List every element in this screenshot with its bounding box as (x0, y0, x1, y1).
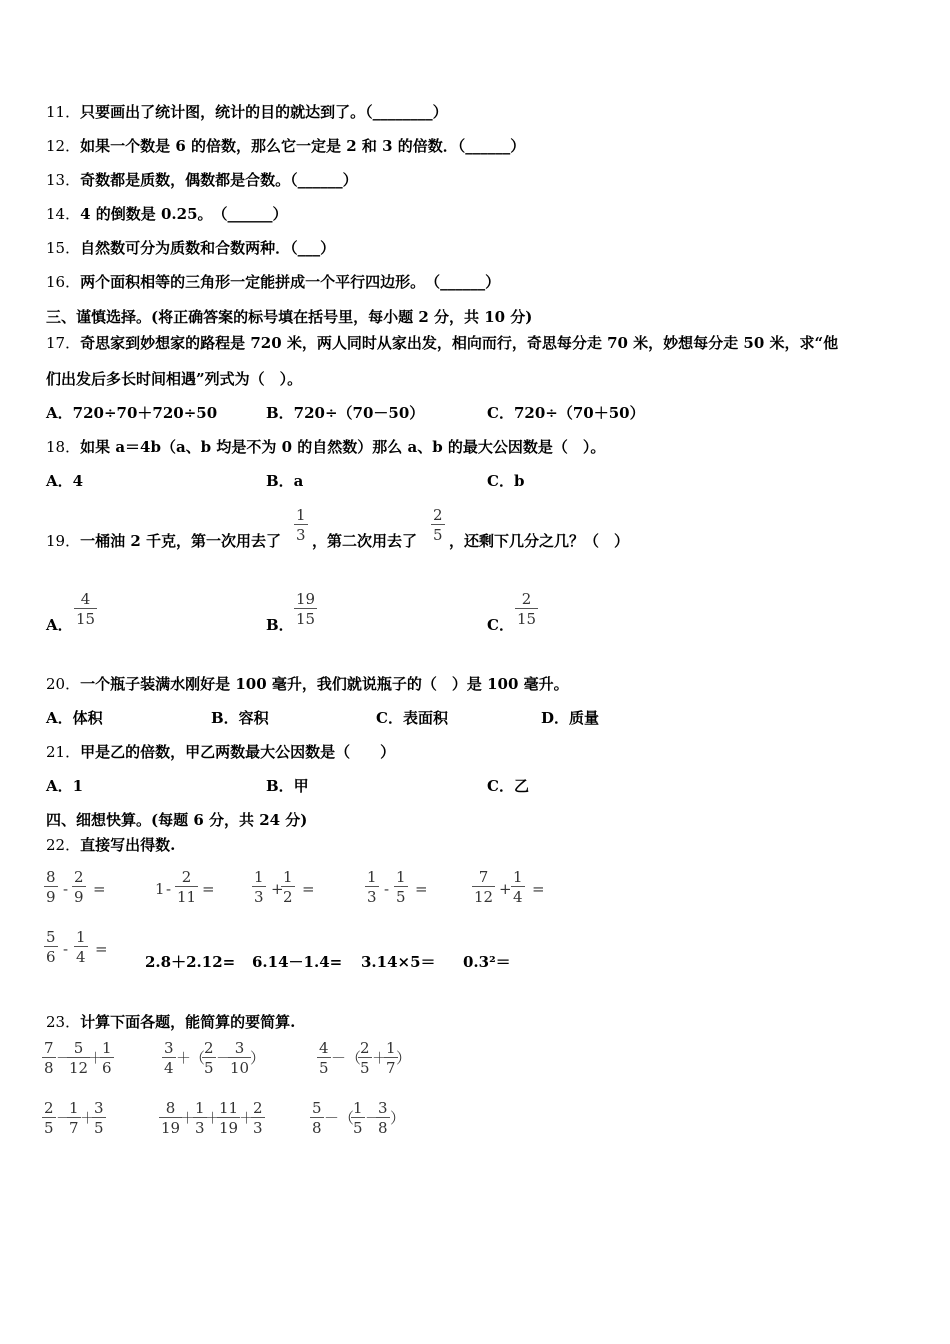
question-17: 17．奇思家到妙想家的路程是 720 米，两人同时从家出发，相向而行，奇思每分走 70 米，妙想每分走 50 米，求“他 (46, 334, 839, 352)
q22-decimal-4: 0.3²＝ (463, 953, 511, 971)
q21-option-a: A．1 (46, 777, 84, 795)
q22-eq: = (95, 940, 108, 958)
question-23: 23．计算下面各题，能简算的要简算. (46, 1013, 296, 1031)
q23-frac: $\frac{1}{6}$ (102, 1039, 112, 1077)
q23-frac: $\frac{5}{8}$ (312, 1099, 322, 1137)
q22-eq: = (202, 880, 215, 898)
q22-frac: $\frac{1}{4}$ (513, 868, 523, 906)
q19-option-a-fraction: $\frac{4}{15}$ (76, 590, 96, 628)
q19-option-c-fraction: $\frac{2}{15}$ (517, 590, 537, 628)
q19-option-b-fraction: $\frac{19}{15}$ (296, 590, 316, 628)
q21-option-b: B．甲 (266, 777, 309, 795)
q22-op: + (499, 880, 512, 898)
q23-paren: （ (190, 1049, 206, 1067)
q23-frac: $\frac{8}{19}$ (161, 1099, 181, 1137)
q19-fraction-2: $\frac{2}{5}$ (433, 506, 443, 544)
q20-option-a: A．体积 (46, 709, 103, 727)
q22-op: - (63, 880, 69, 898)
q22-frac: $\frac{8}{9}$ (46, 868, 56, 906)
question-13: 13．奇数都是质数，偶数都是合数。（______） (46, 171, 358, 189)
q22-op: - (166, 880, 172, 898)
q23-paren: ） (250, 1049, 266, 1067)
q23-frac: $\frac{1}{7}$ (386, 1039, 396, 1077)
q22-decimal-3: 3.14×5＝ (361, 953, 436, 971)
q23-frac: $\frac{1}{5}$ (353, 1099, 363, 1137)
q20-option-d: D．质量 (541, 709, 600, 727)
q22-eq: = (302, 880, 315, 898)
section-4-heading: 四、细想快算。(每题 6 分，共 24 分) (46, 811, 308, 829)
q22-op: + (271, 880, 284, 898)
q22-eq: = (93, 880, 106, 898)
q23-op: ＋ (88, 1049, 104, 1067)
question-15: 15．自然数可分为质数和合数两种．（___） (46, 239, 336, 257)
q23-frac: $\frac{2}{5}$ (44, 1099, 54, 1137)
q22-eq: = (415, 880, 428, 898)
q22-decimal-1: 2.8＋2.12= (145, 953, 236, 971)
q18-option-c: C．b (487, 472, 525, 490)
question-22: 22．直接写出得数. (46, 836, 176, 854)
question-20: 20．一个瓶子装满水刚好是 100 毫升，我们就说瓶子的（ ）是 100 毫升。 (46, 675, 569, 693)
q21-option-c: C．乙 (487, 777, 529, 795)
q22-one: 1 (155, 880, 165, 898)
q23-op: ＋ (180, 1109, 196, 1127)
q23-frac: $\frac{1}{3}$ (195, 1099, 205, 1137)
q23-op: ＋ (372, 1049, 388, 1067)
question-18: 18．如果 a＝4b（a、b 均是不为 0 的自然数）那么 a、b 的最大公因数是（ ）。 (46, 438, 606, 456)
q20-option-c: C．表面积 (376, 709, 448, 727)
q20-option-b: B．容积 (211, 709, 269, 727)
q23-frac: $\frac{3}{10}$ (230, 1039, 250, 1077)
q23-op: － (324, 1109, 340, 1127)
q22-op: - (63, 940, 69, 958)
q22-decimal-2: 6.14－1.4= (252, 953, 343, 971)
q23-op: － (365, 1109, 381, 1127)
q23-paren: （ (346, 1049, 362, 1067)
q23-op: ＋ (80, 1109, 96, 1127)
q18-option-a: A．4 (46, 472, 84, 490)
q23-paren: （ (339, 1109, 355, 1127)
q23-frac: $\frac{11}{19}$ (219, 1099, 239, 1137)
q19-fraction-1: $\frac{1}{3}$ (296, 506, 306, 544)
q19-option-c-label: C． (487, 616, 514, 634)
q22-frac: $\frac{7}{12}$ (474, 868, 494, 906)
q19-option-b-label: B． (266, 616, 294, 634)
question-11: 11．只要画出了统计图，统计的目的就达到了。（________） (46, 103, 448, 121)
q22-frac: $\frac{1}{3}$ (254, 868, 264, 906)
q22-frac: $\frac{1}{4}$ (76, 928, 86, 966)
q23-op: ＋ (239, 1109, 255, 1127)
q23-op: ＋ (176, 1049, 192, 1067)
question-19: 19．一桶油 2 千克，第一次用去了 (46, 532, 281, 550)
q22-frac: $\frac{1}{2}$ (283, 868, 293, 906)
q17-option-c: C．720÷（70＋50） (487, 404, 645, 422)
q23-op: － (331, 1049, 347, 1067)
q23-frac: $\frac{7}{8}$ (44, 1039, 54, 1077)
q23-frac: $\frac{4}{5}$ (319, 1039, 329, 1077)
q23-paren: ） (390, 1109, 406, 1127)
q23-op: ＋ (205, 1109, 221, 1127)
question-12: 12．如果一个数是 6 的倍数，那么它一定是 2 和 3 的倍数．（______） (46, 137, 526, 155)
q23-paren: ） (396, 1049, 412, 1067)
q22-frac: $\frac{2}{9}$ (74, 868, 84, 906)
q23-frac: $\frac{5}{12}$ (69, 1039, 89, 1077)
q23-frac: $\frac{1}{7}$ (69, 1099, 79, 1137)
question-21: 21．甲是乙的倍数，甲乙两数最大公因数是（ ） (46, 743, 396, 761)
section-3-heading: 三、谨慎选择。(将正确答案的标号填在括号里，每小题 2 分，共 10 分) (46, 308, 533, 326)
question-17-line2: 们出发后多长时间相遇”列式为（ ）。 (46, 370, 303, 388)
q22-frac: $\frac{1}{5}$ (396, 868, 406, 906)
q23-frac: $\frac{2}{3}$ (253, 1099, 263, 1137)
question-19-part3: ，还剩下几分之几？（ ） (449, 532, 630, 550)
q23-frac: $\frac{3}{8}$ (378, 1099, 388, 1137)
question-19-part2: ，第二次用去了 (312, 532, 418, 550)
q23-frac: $\frac{3}{5}$ (94, 1099, 104, 1137)
q23-frac: $\frac{2}{5}$ (360, 1039, 370, 1077)
q23-frac: $\frac{2}{5}$ (204, 1039, 214, 1077)
q17-option-a: A．720÷70＋720÷50 (46, 404, 218, 422)
q22-op: - (384, 880, 390, 898)
q22-frac: $\frac{5}{6}$ (46, 928, 56, 966)
q22-frac: $\frac{1}{3}$ (367, 868, 377, 906)
q19-option-a-label: A． (46, 616, 73, 634)
q22-eq: = (532, 880, 545, 898)
q23-op: － (56, 1109, 72, 1127)
q23-frac: $\frac{3}{4}$ (164, 1039, 174, 1077)
q18-option-b: B．a (266, 472, 304, 490)
q23-op: － (56, 1049, 72, 1067)
q23-op: － (216, 1049, 232, 1067)
question-14: 14．4 的倒数是 0.25。 （______） (46, 205, 288, 223)
question-16: 16．两个面积相等的三角形一定能拼成一个平行四边形。 （______） (46, 273, 501, 291)
q22-frac: $\frac{2}{11}$ (177, 868, 197, 906)
q17-option-b: B．720÷（70－50） (266, 404, 425, 422)
